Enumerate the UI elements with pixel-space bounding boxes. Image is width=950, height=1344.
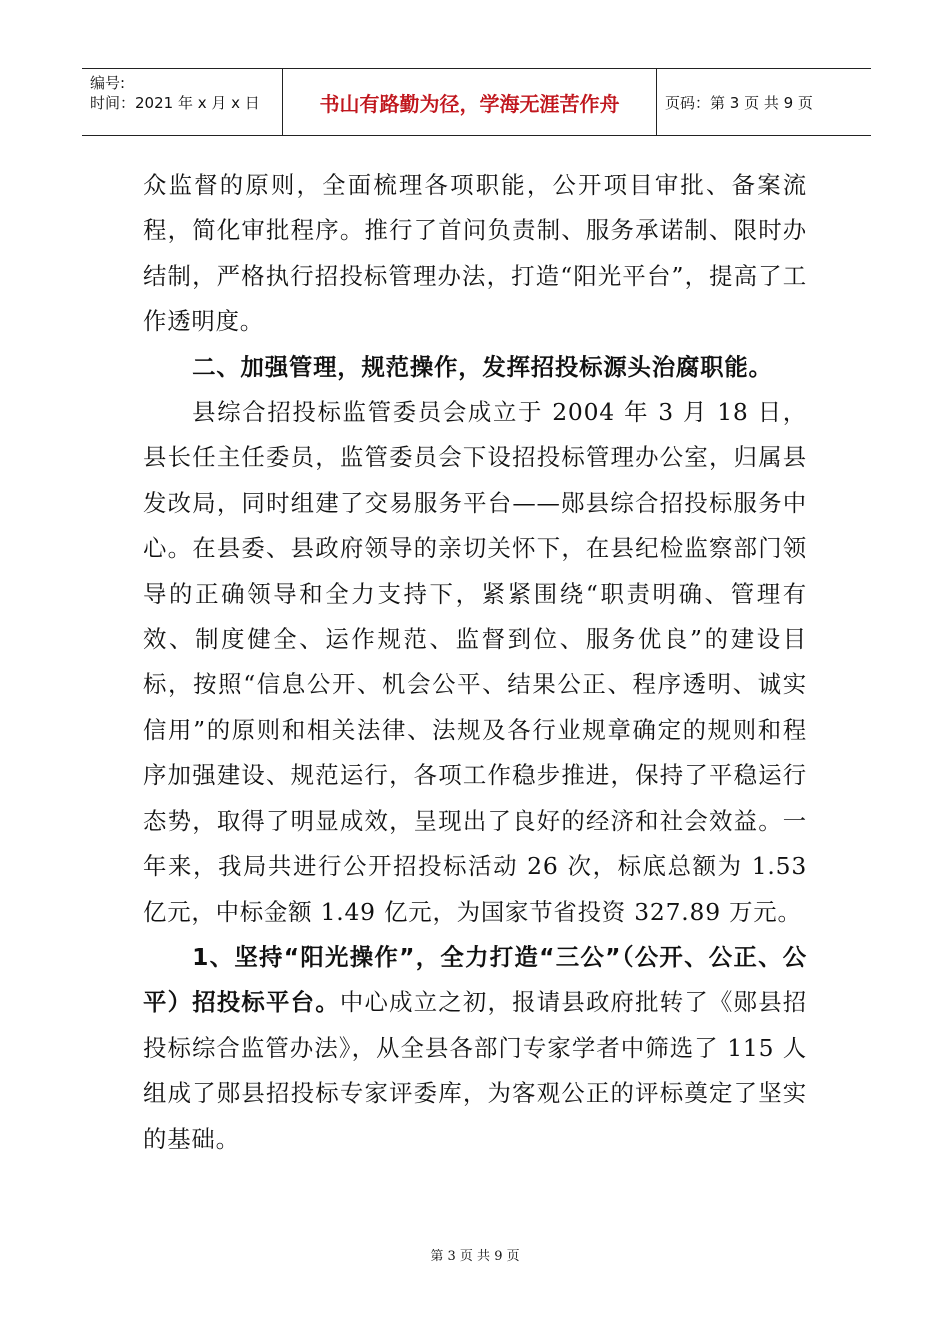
section-heading: 二、加强管理，规范操作，发挥招投标源头治腐职能。: [192, 352, 773, 381]
page-header: [82, 68, 871, 136]
page-footer: 第 3 页 共 9 页: [430, 1249, 520, 1264]
document-body: [143, 163, 807, 1162]
paragraph-sunshine-text: 中心成立之初，报请县政府批转了《郧县招投标综合监管办法》，从全县各部门专家学者中筛选了 115 人组成了郧县招投标专家评委库，为客观公正的评标奠定了坚实的基础。: [143, 988, 808, 1153]
paragraph-sunshine: [143, 935, 807, 1162]
header-meta: [82, 69, 282, 135]
header-page-label: 页码：第 3 页 共 9 页: [665, 93, 813, 112]
paragraph-committee: 县综合招投标监管委员会成立于 2004 年 3 月 18 日，县长任主任委员，监管委员会下设招投标管理办公室，归属县发改局，同时组建了交易服务平台——郧县综合招投标服务中心。在县委、县政府领导的亲切关怀下，在县纪检监察部门领导的正确领导和全力支持下，紧紧围绕“职责明确、管理有效、制度健全、运作规范、监督到位、服务优良”的建设目标，按照“信息公开、机会公平、结果公正、程序透明、诚实信用”的原则和相关法律、法规及各行业规章确定的规则和程序加强建设、规范运行，各项工作稳步推进，保持了平稳运行态势，取得了明显成效，呈现出了良好的经济和社会效益。一年来，我局共进行公开招投标活动 26 次，标底总额为 1.53 亿元，中标金额 1.49 亿元，为国家节省投资 327.89 万元。: [143, 398, 807, 926]
time-label: 时间：2021 年 x 月 x 日: [90, 94, 260, 112]
paragraph-continued: 众监督的原则，全面梳理各项职能，公开项目审批、备案流程，简化审批程序。推行了首问负责制、服务承诺制、限时办结制，严格执行招投标管理办法，打造“阳光平台”，提高了工作透明度。: [143, 171, 807, 336]
subheading-sunshine: 1、坚持“阳光操作”，全力打造“三公”（公开、公正、公平）招投标平台。: [143, 942, 807, 1017]
number-label: 编号:: [90, 74, 126, 92]
header-motto: 书山有路勤为径，学海无涯苦作舟: [282, 69, 657, 135]
